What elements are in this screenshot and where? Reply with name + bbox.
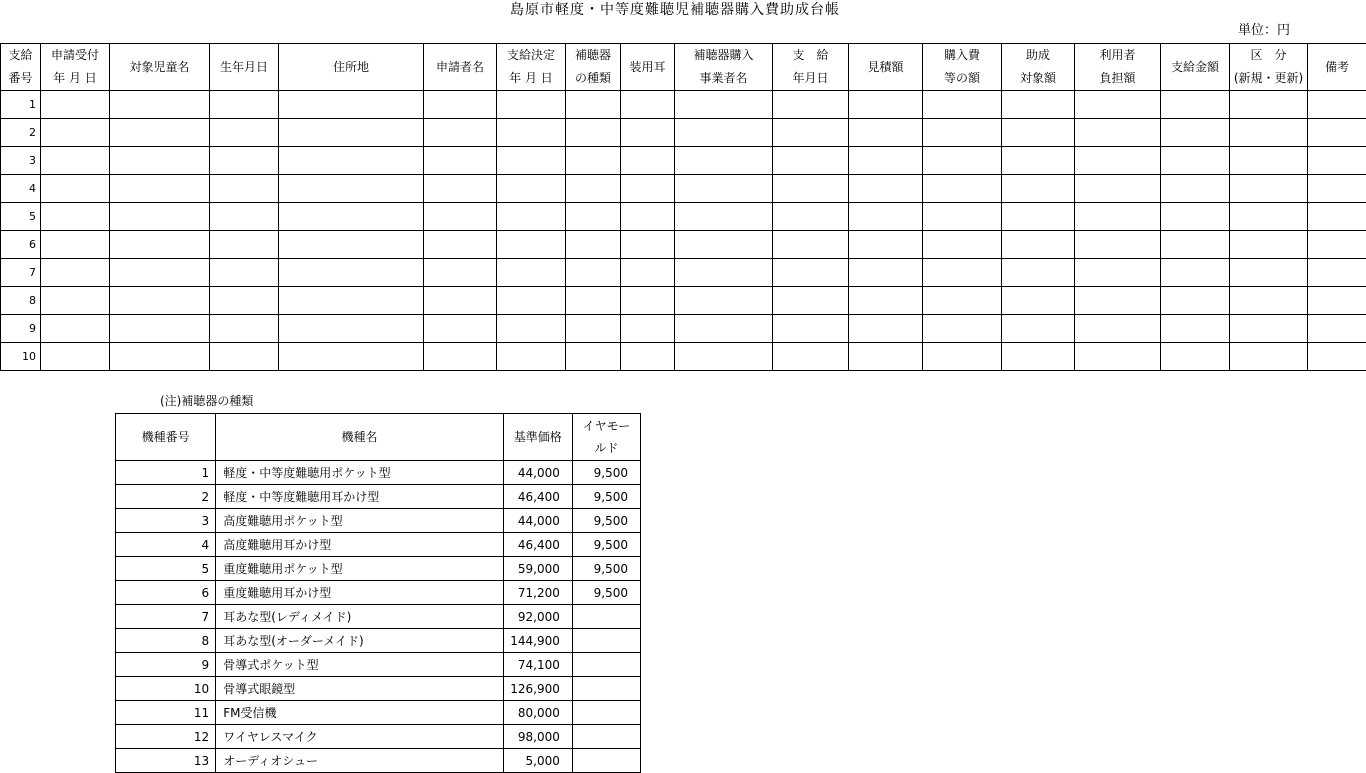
- device-types-table: [115, 413, 641, 773]
- header-payment-number: 支給 番号: [1, 44, 41, 91]
- header-application-date: 申請受付 年 月 日: [41, 44, 110, 91]
- base-price: 46,400: [503, 485, 572, 509]
- empty-cell: [621, 231, 675, 259]
- empty-cell: [773, 343, 849, 371]
- header-estimate: 見積額: [849, 44, 923, 91]
- list-item: [116, 701, 641, 725]
- empty-cell: [279, 91, 424, 119]
- model-number: 3: [116, 509, 216, 533]
- empty-cell: [424, 203, 497, 231]
- empty-cell: [1075, 315, 1161, 343]
- empty-cell: [621, 175, 675, 203]
- table-row: [1, 175, 1366, 203]
- model-number: 5: [116, 557, 216, 581]
- header-birth-date: 生年月日: [210, 44, 279, 91]
- header-address: 住所地: [279, 44, 424, 91]
- header-child-name: 対象児童名: [110, 44, 210, 91]
- ear-mold-price: [572, 677, 640, 701]
- empty-cell: [1161, 91, 1230, 119]
- empty-cell: [110, 259, 210, 287]
- empty-cell: [110, 231, 210, 259]
- header-device-type: 補聴器 の種類: [566, 44, 621, 91]
- empty-cell: [210, 315, 279, 343]
- empty-cell: [566, 91, 621, 119]
- list-item: [116, 533, 641, 557]
- empty-cell: [279, 231, 424, 259]
- base-price: 92,000: [503, 605, 572, 629]
- empty-cell: [1161, 147, 1230, 175]
- list-item: [116, 485, 641, 509]
- empty-cell: [41, 315, 110, 343]
- header-payment-amount: 支給金額: [1161, 44, 1230, 91]
- empty-cell: [1230, 315, 1308, 343]
- empty-cell: [621, 203, 675, 231]
- empty-cell: [1002, 119, 1075, 147]
- empty-cell: [621, 343, 675, 371]
- base-price: 126,900: [503, 677, 572, 701]
- model-name: 耳あな型(オーダーメイド): [216, 629, 504, 653]
- empty-cell: [566, 287, 621, 315]
- note-label: (注)補聴器の種類: [160, 394, 254, 408]
- empty-cell: [1161, 203, 1230, 231]
- row-number: 2: [1, 119, 41, 147]
- list-item: [116, 605, 641, 629]
- empty-cell: [675, 343, 773, 371]
- empty-cell: [849, 119, 923, 147]
- model-number: 2: [116, 485, 216, 509]
- empty-cell: [41, 203, 110, 231]
- empty-cell: [1308, 259, 1366, 287]
- empty-cell: [675, 231, 773, 259]
- empty-cell: [773, 175, 849, 203]
- ledger-header-row: [1, 44, 1366, 91]
- empty-cell: [279, 147, 424, 175]
- model-name: 重度難聴用耳かけ型: [216, 581, 504, 605]
- header-user-burden: 利用者 負担額: [1075, 44, 1161, 91]
- empty-cell: [497, 259, 566, 287]
- header-model-name: 機種名: [216, 414, 504, 461]
- empty-cell: [849, 287, 923, 315]
- empty-cell: [497, 231, 566, 259]
- row-number: 5: [1, 203, 41, 231]
- empty-cell: [773, 203, 849, 231]
- empty-cell: [1230, 91, 1308, 119]
- empty-cell: [1308, 315, 1366, 343]
- empty-cell: [621, 259, 675, 287]
- empty-cell: [424, 119, 497, 147]
- empty-cell: [1308, 91, 1366, 119]
- base-price: 74,100: [503, 653, 572, 677]
- empty-cell: [773, 259, 849, 287]
- empty-cell: [923, 287, 1002, 315]
- empty-cell: [675, 259, 773, 287]
- model-number: 11: [116, 701, 216, 725]
- model-number: 12: [116, 725, 216, 749]
- device-header-row: [116, 414, 641, 461]
- model-number: 6: [116, 581, 216, 605]
- empty-cell: [773, 287, 849, 315]
- ear-mold-price: [572, 629, 640, 653]
- empty-cell: [849, 175, 923, 203]
- empty-cell: [923, 119, 1002, 147]
- table-row: [1, 91, 1366, 119]
- empty-cell: [566, 315, 621, 343]
- empty-cell: [849, 147, 923, 175]
- empty-cell: [1308, 203, 1366, 231]
- empty-cell: [849, 91, 923, 119]
- empty-cell: [110, 315, 210, 343]
- model-number: 1: [116, 461, 216, 485]
- empty-cell: [621, 119, 675, 147]
- empty-cell: [566, 119, 621, 147]
- list-item: [116, 629, 641, 653]
- empty-cell: [424, 259, 497, 287]
- empty-cell: [566, 259, 621, 287]
- empty-cell: [497, 91, 566, 119]
- empty-cell: [1002, 147, 1075, 175]
- model-name: ワイヤレスマイク: [216, 725, 504, 749]
- model-name: 軽度・中等度難聴用耳かけ型: [216, 485, 504, 509]
- empty-cell: [566, 231, 621, 259]
- model-number: 10: [116, 677, 216, 701]
- empty-cell: [41, 91, 110, 119]
- empty-cell: [773, 91, 849, 119]
- empty-cell: [1075, 343, 1161, 371]
- empty-cell: [773, 119, 849, 147]
- empty-cell: [1002, 315, 1075, 343]
- empty-cell: [497, 287, 566, 315]
- base-price: 59,000: [503, 557, 572, 581]
- ear-mold-price: 9,500: [572, 461, 640, 485]
- header-decision-date: 支給決定 年 月 日: [497, 44, 566, 91]
- empty-cell: [497, 119, 566, 147]
- empty-cell: [675, 315, 773, 343]
- empty-cell: [566, 147, 621, 175]
- empty-cell: [1161, 259, 1230, 287]
- header-ear-mold: イヤモー ルド: [572, 414, 640, 461]
- list-item: [116, 725, 641, 749]
- model-name: オーディオシュー: [216, 749, 504, 773]
- empty-cell: [1075, 287, 1161, 315]
- table-row: [1, 203, 1366, 231]
- ear-mold-price: 9,500: [572, 581, 640, 605]
- row-number: 4: [1, 175, 41, 203]
- empty-cell: [210, 259, 279, 287]
- empty-cell: [773, 315, 849, 343]
- empty-cell: [497, 315, 566, 343]
- empty-cell: [773, 231, 849, 259]
- empty-cell: [1230, 203, 1308, 231]
- empty-cell: [1230, 147, 1308, 175]
- empty-cell: [849, 231, 923, 259]
- empty-cell: [923, 91, 1002, 119]
- empty-cell: [1230, 259, 1308, 287]
- empty-cell: [210, 119, 279, 147]
- empty-cell: [279, 203, 424, 231]
- empty-cell: [566, 175, 621, 203]
- list-item: [116, 677, 641, 701]
- empty-cell: [110, 147, 210, 175]
- empty-cell: [923, 259, 1002, 287]
- empty-cell: [1002, 259, 1075, 287]
- row-number: 1: [1, 91, 41, 119]
- table-row: [1, 287, 1366, 315]
- ear-mold-price: [572, 605, 640, 629]
- model-name: 耳あな型(レディメイド): [216, 605, 504, 629]
- empty-cell: [1230, 343, 1308, 371]
- row-number: 6: [1, 231, 41, 259]
- empty-cell: [675, 287, 773, 315]
- empty-cell: [566, 343, 621, 371]
- empty-cell: [1161, 119, 1230, 147]
- empty-cell: [110, 203, 210, 231]
- header-remarks: 備考: [1308, 44, 1366, 91]
- empty-cell: [41, 231, 110, 259]
- empty-cell: [1161, 315, 1230, 343]
- header-subsidy-base: 助成 対象額: [1002, 44, 1075, 91]
- empty-cell: [210, 175, 279, 203]
- base-price: 44,000: [503, 509, 572, 533]
- header-purchase-cost: 購入費 等の額: [923, 44, 1002, 91]
- base-price: 71,200: [503, 581, 572, 605]
- empty-cell: [621, 91, 675, 119]
- table-row: [1, 343, 1366, 371]
- empty-cell: [497, 343, 566, 371]
- empty-cell: [1308, 175, 1366, 203]
- empty-cell: [1075, 119, 1161, 147]
- empty-cell: [424, 287, 497, 315]
- empty-cell: [1075, 147, 1161, 175]
- header-applicant-name: 申請者名: [424, 44, 497, 91]
- base-price: 98,000: [503, 725, 572, 749]
- empty-cell: [1002, 175, 1075, 203]
- empty-cell: [279, 259, 424, 287]
- empty-cell: [424, 91, 497, 119]
- empty-cell: [923, 343, 1002, 371]
- model-number: 8: [116, 629, 216, 653]
- empty-cell: [675, 147, 773, 175]
- empty-cell: [675, 119, 773, 147]
- list-item: [116, 749, 641, 773]
- list-item: [116, 653, 641, 677]
- empty-cell: [210, 147, 279, 175]
- base-price: 5,000: [503, 749, 572, 773]
- empty-cell: [1002, 287, 1075, 315]
- table-row: [1, 315, 1366, 343]
- empty-cell: [923, 203, 1002, 231]
- ear-mold-price: 9,500: [572, 485, 640, 509]
- empty-cell: [210, 203, 279, 231]
- row-number: 3: [1, 147, 41, 175]
- ear-mold-price: 9,500: [572, 533, 640, 557]
- empty-cell: [675, 175, 773, 203]
- empty-cell: [1230, 231, 1308, 259]
- model-name: 軽度・中等度難聴用ポケット型: [216, 461, 504, 485]
- empty-cell: [41, 175, 110, 203]
- empty-cell: [110, 91, 210, 119]
- empty-cell: [41, 147, 110, 175]
- header-category: 区 分 (新規・更新): [1230, 44, 1308, 91]
- empty-cell: [110, 175, 210, 203]
- empty-cell: [41, 259, 110, 287]
- header-ear: 装用耳: [621, 44, 675, 91]
- empty-cell: [675, 203, 773, 231]
- empty-cell: [424, 175, 497, 203]
- empty-cell: [110, 343, 210, 371]
- unit-label: 単位：円: [1238, 23, 1291, 38]
- empty-cell: [110, 119, 210, 147]
- model-name: 高度難聴用耳かけ型: [216, 533, 504, 557]
- empty-cell: [424, 231, 497, 259]
- header-vendor-name: 補聴器購入 事業者名: [675, 44, 773, 91]
- base-price: 46,400: [503, 533, 572, 557]
- empty-cell: [1161, 343, 1230, 371]
- model-number: 9: [116, 653, 216, 677]
- empty-cell: [1230, 287, 1308, 315]
- list-item: [116, 557, 641, 581]
- empty-cell: [497, 147, 566, 175]
- empty-cell: [1308, 287, 1366, 315]
- row-number: 8: [1, 287, 41, 315]
- empty-cell: [923, 175, 1002, 203]
- empty-cell: [773, 147, 849, 175]
- list-item: [116, 461, 641, 485]
- empty-cell: [424, 147, 497, 175]
- table-row: [1, 119, 1366, 147]
- empty-cell: [849, 259, 923, 287]
- model-name: FM受信機: [216, 701, 504, 725]
- empty-cell: [1075, 175, 1161, 203]
- empty-cell: [1161, 175, 1230, 203]
- header-model-number: 機種番号: [116, 414, 216, 461]
- empty-cell: [1161, 287, 1230, 315]
- empty-cell: [621, 287, 675, 315]
- empty-cell: [1002, 231, 1075, 259]
- empty-cell: [1075, 203, 1161, 231]
- header-payment-date: 支 給 年月日: [773, 44, 849, 91]
- empty-cell: [923, 147, 1002, 175]
- model-number: 13: [116, 749, 216, 773]
- empty-cell: [1002, 91, 1075, 119]
- base-price: 144,900: [503, 629, 572, 653]
- empty-cell: [1075, 259, 1161, 287]
- empty-cell: [110, 287, 210, 315]
- empty-cell: [424, 315, 497, 343]
- model-name: 骨導式眼鏡型: [216, 677, 504, 701]
- empty-cell: [424, 343, 497, 371]
- header-base-price: 基準価格: [503, 414, 572, 461]
- empty-cell: [923, 315, 1002, 343]
- empty-cell: [497, 203, 566, 231]
- empty-cell: [923, 231, 1002, 259]
- empty-cell: [1002, 343, 1075, 371]
- ear-mold-price: [572, 725, 640, 749]
- empty-cell: [1308, 343, 1366, 371]
- table-row: [1, 259, 1366, 287]
- empty-cell: [1308, 231, 1366, 259]
- empty-cell: [497, 175, 566, 203]
- list-item: [116, 509, 641, 533]
- row-number: 7: [1, 259, 41, 287]
- empty-cell: [566, 203, 621, 231]
- empty-cell: [279, 315, 424, 343]
- list-item: [116, 581, 641, 605]
- ear-mold-price: [572, 749, 640, 773]
- empty-cell: [1308, 119, 1366, 147]
- empty-cell: [210, 231, 279, 259]
- empty-cell: [1161, 231, 1230, 259]
- empty-cell: [41, 119, 110, 147]
- empty-cell: [279, 343, 424, 371]
- empty-cell: [1230, 175, 1308, 203]
- empty-cell: [41, 343, 110, 371]
- empty-cell: [210, 343, 279, 371]
- empty-cell: [279, 287, 424, 315]
- table-row: [1, 231, 1366, 259]
- empty-cell: [210, 91, 279, 119]
- empty-cell: [849, 315, 923, 343]
- model-name: 骨導式ポケット型: [216, 653, 504, 677]
- model-name: 重度難聴用ポケット型: [216, 557, 504, 581]
- ledger-table: [0, 43, 1366, 371]
- base-price: 44,000: [503, 461, 572, 485]
- empty-cell: [675, 91, 773, 119]
- table-row: [1, 147, 1366, 175]
- empty-cell: [1075, 231, 1161, 259]
- ear-mold-price: [572, 701, 640, 725]
- ear-mold-price: 9,500: [572, 557, 640, 581]
- empty-cell: [1230, 119, 1308, 147]
- empty-cell: [849, 343, 923, 371]
- ear-mold-price: 9,500: [572, 509, 640, 533]
- row-number: 10: [1, 343, 41, 371]
- model-number: 7: [116, 605, 216, 629]
- empty-cell: [279, 119, 424, 147]
- empty-cell: [41, 287, 110, 315]
- model-name: 高度難聴用ポケット型: [216, 509, 504, 533]
- empty-cell: [849, 203, 923, 231]
- ear-mold-price: [572, 653, 640, 677]
- empty-cell: [279, 175, 424, 203]
- model-number: 4: [116, 533, 216, 557]
- base-price: 80,000: [503, 701, 572, 725]
- row-number: 9: [1, 315, 41, 343]
- empty-cell: [210, 287, 279, 315]
- page-title: 島原市軽度・中等度難聴児補聴器購入費助成台帳: [510, 2, 840, 18]
- empty-cell: [1075, 91, 1161, 119]
- empty-cell: [621, 315, 675, 343]
- empty-cell: [1308, 147, 1366, 175]
- empty-cell: [621, 147, 675, 175]
- empty-cell: [1002, 203, 1075, 231]
